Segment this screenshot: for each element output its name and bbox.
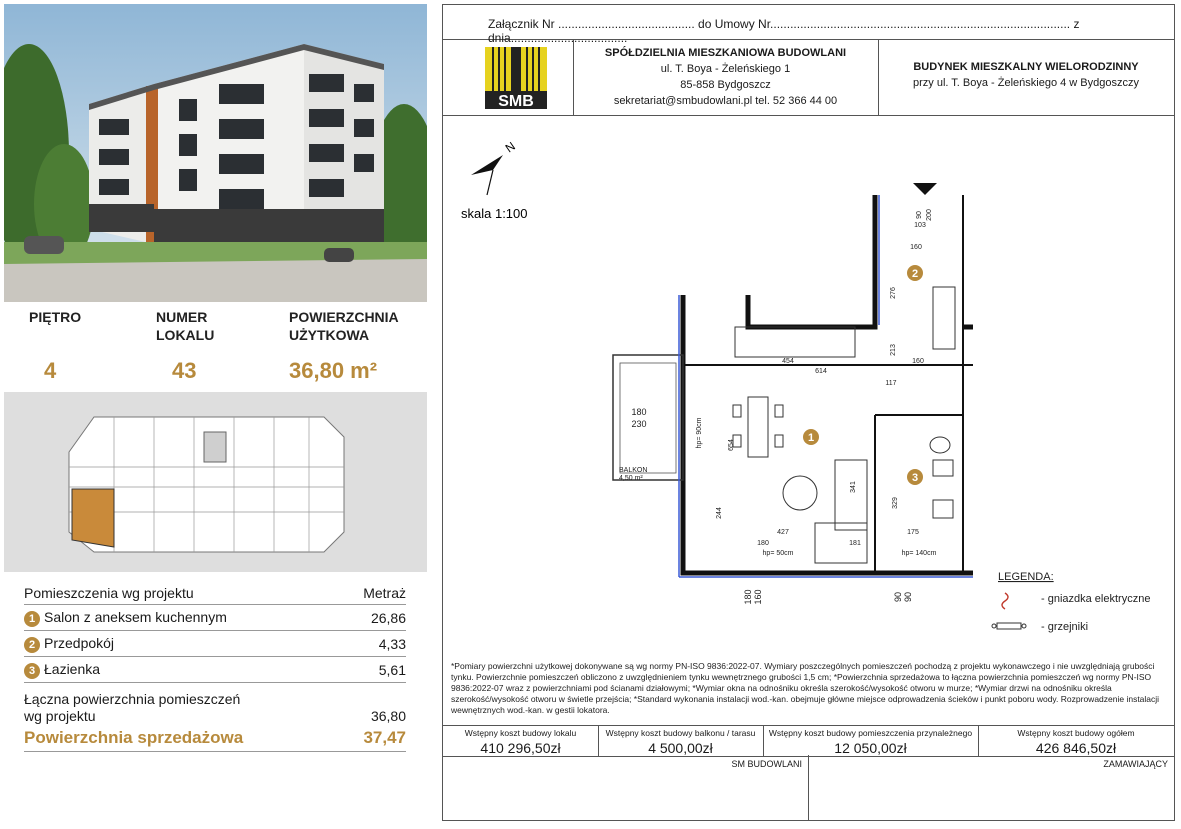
room-area: 5,61 — [378, 661, 406, 678]
sale-area-row — [24, 725, 406, 752]
unit-info — [4, 304, 427, 392]
radiator-icon — [992, 623, 1026, 629]
room-name: Przedpokój — [44, 634, 115, 651]
cost-cell — [763, 726, 979, 756]
dim-341: 341 — [850, 481, 857, 493]
bottom-dim-90b: 90 — [903, 591, 913, 603]
logo-cell — [443, 39, 574, 115]
plan-scale: skala 1:100 — [461, 206, 528, 221]
room-area: 4,33 — [378, 635, 406, 652]
floor-value: 4 — [44, 358, 57, 383]
dim-454: 454 — [782, 358, 794, 365]
total-area-value: 36,80 — [370, 708, 406, 724]
dim-244: 244 — [716, 507, 723, 519]
unit-value: 43 — [172, 358, 197, 383]
footnote: *Pomiary powierzchni użytkowej dokonywane są wg normy PN-ISO 9836:2022-07. Wymiary poszczególnych pomieszczeń pochodzą z projektu wykonawczego i nie uwzględniają grubości tynku. Powierzchnie pomieszczeń obliczono z uwzględnieniem tynku wewnętrznego grubości 1,5 cm; *Powierzchnia sprzedażowa to łączna powierzchnia pomieszczeń wg normy PN-ISO 9836:2022-07 wraz z powierzchniami pod ścianami działowymi; *Wymiar okna na odnośniku określa szerokość/wysokość otworu w murze; *Wymiar drzwi na odnośniku określa szerokość/wysokość otworu w świetle przejścia; *Standard wykonania instalacji wod.-kan. obejmuje główne miejsce odprowadzenia ścieków i punkt poboru wody. Rozprowadzenie instalacji wewnętrznych wod.-kan. w gestii lokatora. — [451, 661, 1160, 715]
building-rendering — [4, 4, 427, 302]
plan-room1: 1 — [807, 432, 815, 444]
balcony-label: BALKON — [619, 467, 648, 474]
company-street: ul. T. Boya - Żeleńskiego 1 — [660, 63, 791, 75]
cost-row — [443, 725, 1174, 757]
bottom-dim-160: 160 — [753, 589, 763, 605]
annex-text: Załącznik Nr ......................................... do Umowy Nr.......................................................................................... z dnia................................... — [488, 17, 1080, 45]
cost-value: 4 500,00zł — [648, 740, 713, 756]
unit-label-line1: NUMER — [156, 309, 208, 325]
room-name: Salon z aneksem kuchennym — [44, 608, 227, 625]
dim-103: 103 — [914, 222, 926, 229]
outlet-icon — [1002, 593, 1008, 609]
sheet-header — [443, 39, 1174, 116]
annex-line — [443, 5, 1174, 45]
bottom-dim-90a: 90 — [893, 591, 903, 603]
total-label-line1: Łączna powierzchnia pomieszczeń — [24, 691, 241, 707]
floor-label: PIĘTRO — [29, 309, 82, 325]
room-row — [24, 656, 406, 682]
legend-title: LEGENDA: — [998, 571, 1054, 583]
dim-180: 180 — [757, 540, 769, 547]
cost-title: Wstępny koszt budowy balkonu / tarasu — [605, 728, 756, 738]
building-address: przy ul. T. Boya - Żeleńskiego 4 w Bydgoszczy — [912, 77, 1139, 89]
sign-left-label: SM BUDOWLANI — [731, 759, 802, 769]
room-row — [24, 630, 406, 656]
dim-181: 181 — [849, 540, 861, 547]
room-row — [24, 604, 406, 630]
signature-row — [443, 755, 1174, 820]
plan-sheet — [442, 4, 1175, 821]
dim-213: 213 — [890, 344, 897, 356]
area-value: 36,80 m² — [289, 358, 378, 383]
dim-160b: 160 — [910, 244, 922, 251]
dim-329: 329 — [892, 497, 899, 509]
legend-radiators: - grzejniki — [1041, 621, 1089, 633]
building-title: BUDYNEK MIESZKALNY WIELORODZINNY — [913, 61, 1139, 73]
cost-value: 410 296,50zł — [480, 740, 561, 756]
dim-654: 654 — [728, 439, 735, 451]
balcony-area: 4,50 m² — [619, 475, 643, 482]
rooms-table — [24, 582, 406, 752]
cost-cell — [978, 726, 1174, 756]
entrance-marker-icon — [913, 183, 937, 195]
room-number-badge: 3 — [24, 663, 40, 679]
cost-cell — [598, 726, 764, 756]
company-contact: sekretariat@smbudowlani.pl tel. 52 366 44 00 — [613, 95, 838, 107]
floor-plan — [443, 115, 1174, 660]
company-city: 85-858 Bydgoszcz — [680, 79, 771, 91]
company-name: SPÓŁDZIELNIA MIESZKANIOWA BUDOWLANI — [604, 47, 847, 59]
sign-right-label: ZAMAWIAJĄCY — [1103, 759, 1168, 769]
sale-area-label: Powierzchnia sprzedażowa — [24, 728, 244, 747]
sign-left-cell — [443, 755, 809, 820]
dim-hp2: hp= 140cm — [901, 550, 937, 557]
dim-175: 175 — [907, 529, 919, 536]
balcony-dim-1: 180 — [631, 407, 647, 417]
dim-117: 117 — [885, 380, 897, 387]
room-area: 26,86 — [370, 609, 406, 626]
left-panel — [4, 4, 427, 825]
dim-hp3: hp= 90cm — [696, 417, 703, 449]
dim-90a: 90 — [916, 211, 923, 219]
dim-427: 427 — [777, 529, 789, 536]
unit-label-line2: LOKALU — [156, 327, 215, 343]
building-cell — [878, 39, 1174, 115]
company-cell — [573, 39, 879, 115]
plan-room3: 3 — [911, 472, 919, 484]
north-label: N — [502, 139, 518, 156]
plan-room2: 2 — [911, 268, 919, 280]
cost-title: Wstępny koszt budowy lokalu — [464, 728, 577, 738]
room-number-badge: 1 — [24, 611, 40, 627]
dim-hp1: hp= 50cm — [762, 550, 794, 557]
north-arrow-icon — [471, 139, 518, 195]
cost-title: Wstępny koszt budowy ogółem — [1017, 728, 1135, 738]
floor-key-plan — [4, 392, 427, 572]
dim-276: 276 — [890, 287, 897, 299]
area-label-line1: POWIERZCHNIA — [289, 309, 399, 325]
dim-200a: 200 — [926, 209, 933, 221]
area-label-line2: UŻYTKOWA — [289, 327, 370, 343]
legend-outlets: - gniazdka elektryczne — [1041, 593, 1151, 605]
room-name: Łazienka — [44, 660, 101, 677]
total-label-line2: wg projektu — [24, 708, 96, 724]
cost-cell — [443, 726, 599, 756]
total-area-row — [24, 682, 406, 725]
cost-value: 12 050,00zł — [834, 740, 907, 756]
sale-area-value: 37,47 — [363, 728, 406, 747]
dim-160a: 160 — [912, 358, 924, 365]
cost-value: 426 846,50zł — [1035, 740, 1117, 756]
logo-text: SMB — [498, 93, 534, 110]
rooms-header-right: Metraż — [363, 585, 406, 601]
bottom-dim-180: 180 — [743, 589, 753, 605]
rooms-header-left: Pomieszczenia wg projektu — [24, 585, 194, 601]
smb-logo — [443, 39, 573, 115]
balcony-dim-2: 230 — [631, 419, 647, 429]
cost-title: Wstępny koszt budowy pomieszczenia przynależnego — [768, 728, 973, 738]
dim-614: 614 — [815, 368, 827, 375]
room-number-badge: 2 — [24, 637, 40, 653]
